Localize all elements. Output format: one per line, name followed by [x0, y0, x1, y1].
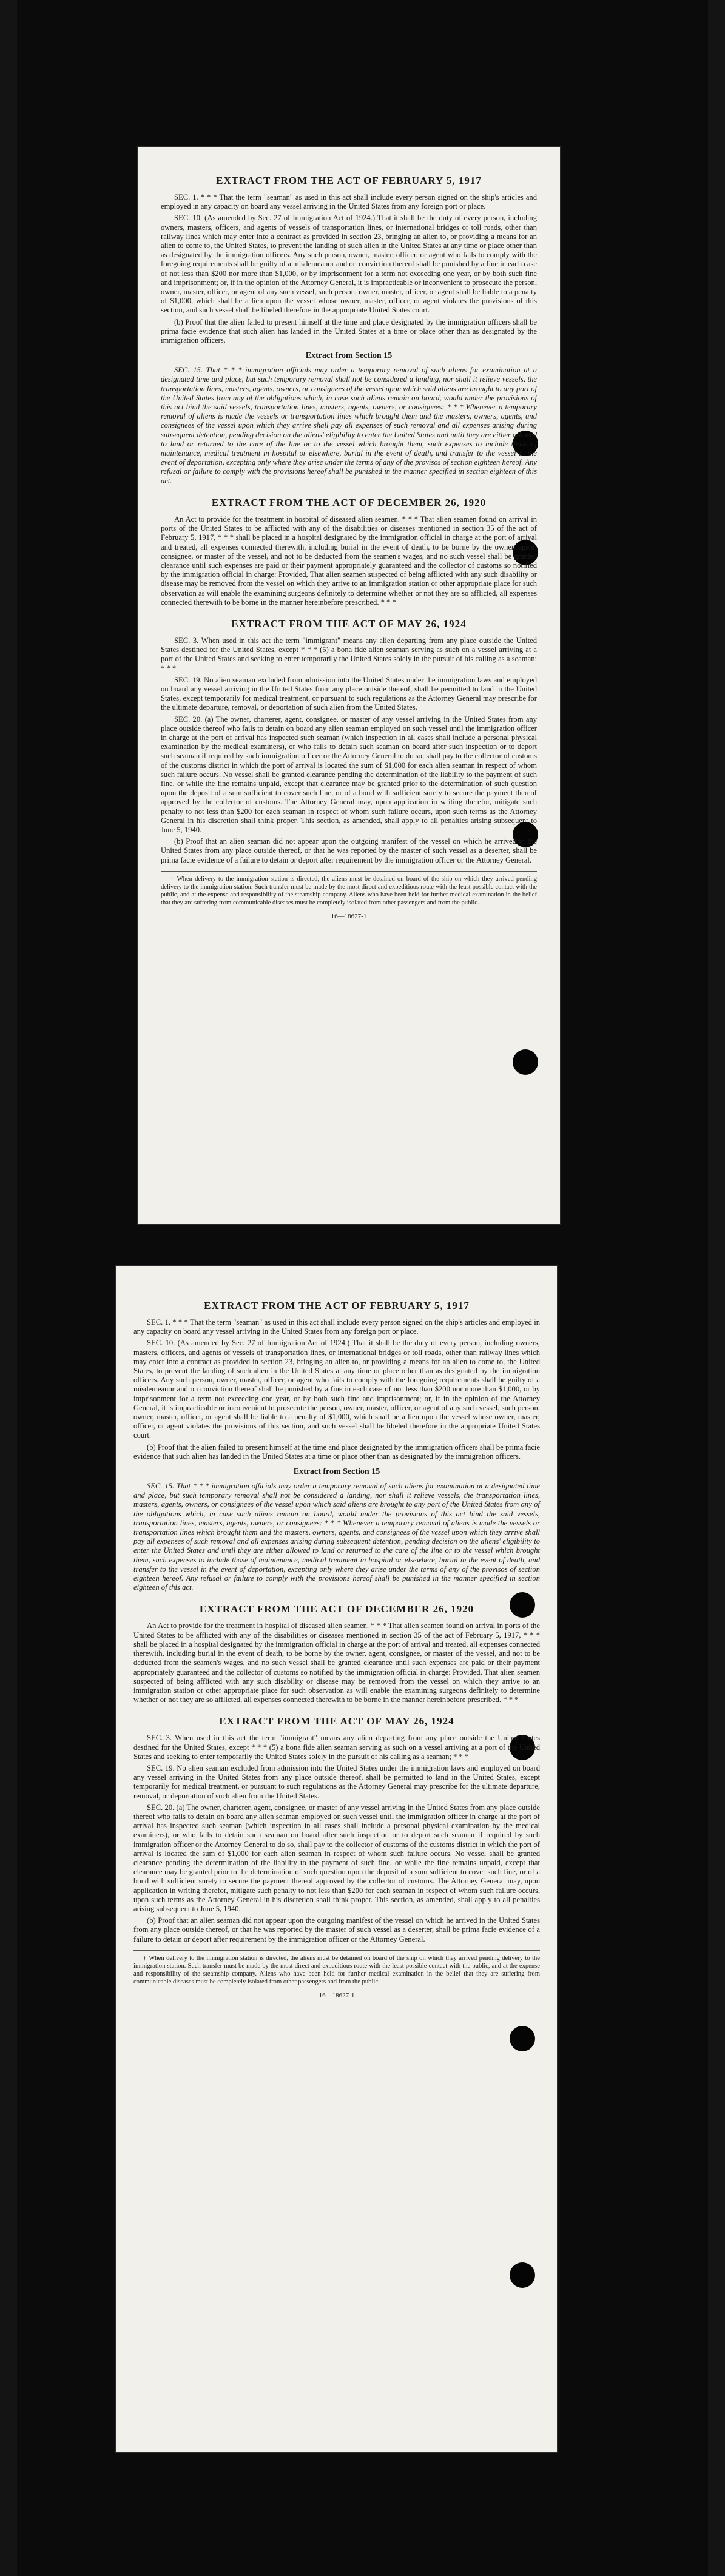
section-19-text: SEC. 19. No alien seaman excluded from admission into the United States under the immigration laws and employed on board any vessel arriving in the United States from any place outside thereof, shall be permitted to land in the United States, except temporarily for medical treatment, or pursuant to such regulations as the Attorney General may prescribe for the ultimate departure, removal, or deportation of such alien from the United States. — [161, 675, 537, 712]
heading-act-1920: EXTRACT FROM THE ACT OF DECEMBER 26, 1920 — [211, 496, 487, 508]
section-20a-text: SEC. 20. (a) The owner, charterer, agent, consignee, or master of any vessel arriving in the United States from any place outside thereof who fails to detain on board any alien seaman employed on such vessel until the immigration officer in charge at the port of arrival has inspected such seaman (which inspection in all cases shall include a personal physical examination by the medical examiners), or who fails to detain such seaman on board after such inspection or to deport such seaman if required by such immigration officer or the Attorney General to do so, shall pay to the collector of customs of the customs district in which the port of arrival is located the sum of $1,000 for each alien seaman in respect of whom such failure occurs. No vessel shall be granted clearance pending the determination of the liability to the payment of such fine, or while the fine remains unpaid, except that clearance may be granted prior to the determination of such question upon the deposit of a sum sufficient to cover such fine, or of a bond with sufficient surety to secure the payment thereof approved by the collector of customs. The Attorney General may, upon application in writing therefor, mitigate such penalty to not less than $200 for each seaman in respect of whom such failure occurs, upon such terms as the Attorney General in his discretion shall think proper. This section, as amended, shall apply to all penalties arising subsequent to June 5, 1940. — [161, 715, 537, 834]
heading-act-1917: EXTRACT FROM THE ACT OF FEBRUARY 5, 1917 — [216, 175, 482, 186]
footnote: † When delivery to the immigration station is directed, the aliens must be detained on board of the ship on which they arrived pending delivery to the immigration station. Such transfer must be made by the most direct and expeditious route with the least possible contact with the public, and at the expense and responsibility of the steamship company. Aliens who have been held for further medical examination in the belief that they are suffering from communicable diseases must be completely isolated from other passengers and from the public. — [133, 1950, 540, 1986]
document-page-bottom — [115, 1265, 558, 2453]
punch-hole — [510, 2262, 535, 2288]
section-15-text: SEC. 15. That * * * immigration officials may order a temporary removal of such aliens for examination at a designated time and place, but such temporary removal shall not be considered a landing, nor shall it relieve vessels, the transportation lines, masters, agents, owners, or consignees of the vessel upon which said aliens are brought to any port of the United States from any of the obligations which, in case such aliens remain on board, would under the provisions of this act bind the said vessels, transportation lines, masters, agents, owners, or consignees: * * * Whenever a temporary removal of aliens is made the vessels or transportation lines which brought them and the masters, owners, agents, and consignees of the vessel upon which they arrive shall pay all expenses of such removal and all expenses arising during subsequent detention, pending decision on the aliens' eligibility to enter the United States and until they are either allowed to land or returned to the care of the line or to the vessel which brought them, such expenses to include those of maintenance, medical treatment in hospital or elsewhere, burial in the event of death, and transfer to the vessel in the event of deportation, excepting only where they arise under the terms of any of the provisos of section eighteen hereof. Any refusal or failure to comply with the provisions hereof shall be punished in the manner specified in section eighteen of this act. — [161, 366, 537, 485]
page-code: 16—18627-1 — [331, 912, 367, 920]
section-20a-text: SEC. 20. (a) The owner, charterer, agent, consignee, or master of any vessel arriving in the United States from any place outside thereof who fails to detain on board any alien seaman employed on such vessel until the immigration officer in charge at the port of arrival has inspected such seaman (which inspection in all cases shall include a personal physical examination by the medical examiners), or who fails to detain such seaman on board after such inspection or to deport such seaman if required by such immigration officer or the Attorney General to do so, shall pay to the collector of customs of the customs district in which the port of arrival is located the sum of $1,000 for each alien seaman in respect of whom such failure occurs. No vessel shall be granted clearance pending the determination of the liability to the payment of such fine, or while the fine remains unpaid, except that clearance may be granted prior to the determination of such question upon the deposit of a sum sufficient to cover such fine, or of a bond with sufficient surety to secure the payment thereof approved by the collector of customs. The Attorney General may, upon application in writing therefor, mitigate such penalty to not less than $200 for each seaman in respect of whom such failure occurs, upon such terms as the Attorney General in his discretion shall think proper. This section, as amended, shall apply to all penalties arising subsequent to June 5, 1940. — [133, 1803, 540, 1913]
heading-act-1924: EXTRACT FROM THE ACT OF MAY 26, 1924 — [219, 1715, 454, 1727]
section-20b-text: (b) Proof that an alien seaman did not appear upon the outgoing manifest of the vessel on which he arrived in the United States from any place outside thereof, or that he was reported by the master of such vessel as a deserter, shall be prima facie evidence of a failure to detain or deport after requirement by the immigration officer or the Attorney General. — [161, 837, 537, 864]
section-20b-text: (b) Proof that an alien seaman did not appear upon the outgoing manifest of the vessel on which he arrived in the United States from any place outside thereof, or that he was reported by the master of such vessel as a deserter, shall be prima facie evidence of a failure to detain or deport after requirement by the immigration officer or the Attorney General. — [133, 1916, 540, 1943]
page-code: 16—18627-1 — [319, 1991, 355, 1999]
section-10-text: SEC. 10. (As amended by Sec. 27 of Immigration Act of 1924.) That it shall be the duty of every person, including owners, masters, officers, and agents of vessels of transportation lines, or international bridges or toll roads, other than railway lines which may enter into a contract as provided in section 23, bringing an alien to, or providing a means for an alien to come to, the United States, to prevent the landing of such alien in the United States at any time or place other than as designated by the immigration officers. Any such person, owner, master, officer, or agent who fails to comply with the foregoing requirements shall be guilty of a misdemeanor and on conviction thereof shall be punished by a fine in each case of not less than $200 nor more than $1,000, or by imprisonment for a term not exceeding one year, or by both such fine and imprisonment; or, if in the opinion of the Attorney General, it is impracticable or inconvenient to prosecute the person, owner, master, officer, or agent of any such vessel, such person, owner, master, officer, or agent shall be liable to a penalty of $1,000, which shall be a lien upon the vessel whose owner, master, officer, or agent violates the provisions of this section, and such vessel shall be libeled therefore in the appropriate United States court. — [133, 1339, 540, 1440]
act-1920-text: An Act to provide for the treatment in hospital of diseased alien seamen. * * * That alien seamen found on arrival in ports of the United States to be afflicted with any of the disabilities or diseases mentioned in section 35 of the act of February 5, 1917, * * * shall be placed in a hospital designated by the immigration official in charge at the port of arrival and treated, all expenses connected therewith, including burial in the event of death, to be borne by the owner, agent, consignee, or master of the vessel, and not to be deducted from the seamen's wages, and no such vessel shall be granted clearance until such expenses are paid or their payment appropriately guaranteed and the collector of customs so notified by the immigration official in charge: Provided, That alien seamen suspected of being afflicted with any such disability or disease may be removed from the vessel on which they arrive to an immigration station or other appropriate place for such observation as will enable the examining surgeons definitely to determine whether or not they are so afflicted, all expenses connected therewith to be borne in the manner hereinbefore prescribed. * * * — [161, 514, 537, 607]
punch-hole — [513, 1049, 538, 1075]
section-10b-text: (b) Proof that the alien failed to present himself at the time and place designated by the immigration officers shall be prima facie evidence that such alien has landed in the United States at a time or place other than as designated by the immigration officers. — [161, 317, 537, 345]
section-19-text: SEC. 19. No alien seaman excluded from admission into the United States under the immigration laws and employed on board any vessel arriving in the United States from any place outside thereof, shall be permitted to land in the United States, except temporarily for medical treatment, or pursuant to such regulations as the Attorney General may prescribe for the ultimate departure, removal, or deportation of such alien from the United States. — [133, 1763, 540, 1800]
page-content — [133, 1289, 540, 1999]
section-15-text: SEC. 15. That * * * immigration officials may order a temporary removal of such aliens for examination at a designated time and place, but such temporary removal shall not be considered a landing, nor shall it relieve vessels, the transportation lines, masters, agents, owners, or consignees of the vessel upon which said aliens are brought to any port of the United States from any of the obligations which, in case such aliens remain on board, would under the provisions of this act bind the said vessels, transportation lines, masters, agents, owners, or consignees: * * * Whenever a temporary removal of aliens is made the vessels or transportation lines which brought them and the masters, owners, agents, and consignees of the vessel upon which they arrive shall pay all expenses of such removal and all expenses arising during subsequent detention, pending decision on the aliens' eligibility to enter the United States and until they are either allowed to land or returned to the care of the line or to the vessel which brought them, such expenses to include those of maintenance, medical treatment in hospital or elsewhere, burial in the event of death, and transfer to the vessel in the event of deportation, excepting only where they arise under the terms of any of the provisos of section eighteen hereof. Any refusal or failure to comply with the provisions hereof shall be punished in the manner specified in section eighteen of this act. — [133, 1482, 540, 1592]
document-page-top — [137, 146, 561, 1225]
subheading-section-15: Extract from Section 15 — [293, 1467, 380, 1477]
page-content — [161, 164, 537, 920]
subheading-section-15: Extract from Section 15 — [305, 351, 393, 361]
heading-act-1920: EXTRACT FROM THE ACT OF DECEMBER 26, 1920 — [199, 1603, 474, 1615]
section-1-text: SEC. 1. * * * That the term "seaman" as used in this act shall include every person signed on the ship's articles and employed in any capacity on board any vessel arriving in the United States from any foreign port or place. — [161, 193, 537, 211]
footnote: † When delivery to the immigration station is directed, the aliens must be detained on board of the ship on which they arrived pending delivery to the immigration station. Such transfer must be made by the most direct and expeditious route with the least possible contact with the public, and at the expense and responsibility of the steamship company. Aliens who have been held for further medical examination in the belief that they are suffering from communicable diseases must be completely isolated from other passengers and from the public. — [161, 871, 537, 907]
section-10b-text: (b) Proof that the alien failed to present himself at the time and place designated by the immigration officers shall be prima facie evidence that such alien has landed in the United States at a time or place other than as designated by the immigration officers. — [133, 1442, 540, 1461]
heading-act-1917: EXTRACT FROM THE ACT OF FEBRUARY 5, 1917 — [204, 1300, 470, 1311]
section-1-text: SEC. 1. * * * That the term "seaman" as used in this act shall include every person signed on the ship's articles and employed in any capacity on board any vessel arriving in the United States from any foreign port or place. — [133, 1318, 540, 1336]
punch-hole — [510, 2026, 535, 2051]
heading-act-1924: EXTRACT FROM THE ACT OF MAY 26, 1924 — [231, 617, 467, 630]
section-3-text: SEC. 3. When used in this act the term "immigrant" means any alien departing from any place outside the United States destined for the United States, except * * * (5) a bona fide alien seaman serving as such on a vessel arriving at a port of the United States and seeking to enter temporarily the United States solely in the pursuit of his calling as a seaman; * * * — [161, 636, 537, 673]
section-10-text: SEC. 10. (As amended by Sec. 27 of Immigration Act of 1924.) That it shall be the duty of every person, including owners, masters, officers, and agents of vessels of transportation lines, or international bridges or toll roads, other than railway lines which may enter into a contract as provided in section 23, bringing an alien to, or providing a means for an alien to come to, the United States, to prevent the landing of such alien in the United States at any time or place other than as designated by the immigration officers. Any such person, owner, master, officer, or agent who fails to comply with the foregoing requirements shall be guilty of a misdemeanor and on conviction thereof shall be punished by a fine in each case of not less than $200 nor more than $1,000, or by imprisonment for a term not exceeding one year, or by both such fine and imprisonment; or, if in the opinion of the Attorney General, it is impracticable or inconvenient to prosecute the person, owner, master, officer, or agent of any such vessel, such person, owner, master, officer, or agent shall be liable to a penalty of $1,000, which shall be a lien upon the vessel whose owner, master, officer, or agent violates the provisions of this section, and such vessel shall be libeled therefore in the appropriate United States court. — [161, 214, 537, 315]
section-3-text: SEC. 3. When used in this act the term "immigrant" means any alien departing from any place outside the United States destined for the United States, except * * * (5) a bona fide alien seaman serving as such on a vessel arriving at a port of the United States and seeking to enter temporarily the United States solely in the pursuit of his calling as a seaman; * * * — [133, 1734, 540, 1761]
act-1920-text: An Act to provide for the treatment in hospital of diseased alien seamen. * * * That alien seamen found on arrival in ports of the United States to be afflicted with any of the disabilities or diseases mentioned in section 35 of the act of February 5, 1917, * * * shall be placed in a hospital designated by the immigration official in charge at the port of arrival and treated, all expenses connected therewith, including burial in the event of death, to be borne by the owner, agent, consignee, or master of the vessel, and not to be deducted from the seamen's wages, and no such vessel shall be granted clearance until such expenses are paid or their payment appropriately guaranteed and the collector of customs so notified by the immigration official in charge: Provided, That alien seamen suspected of being afflicted with any such disability or disease may be removed from the vessel on which they arrive to an immigration station or other appropriate place for such observation as will enable the examining surgeons definitely to determine whether or not they are so afflicted, all expenses connected therewith to be borne in the manner hereinbefore prescribed. * * * — [133, 1621, 540, 1704]
film-edge-left — [0, 0, 17, 2576]
film-edge-right — [708, 0, 725, 2576]
